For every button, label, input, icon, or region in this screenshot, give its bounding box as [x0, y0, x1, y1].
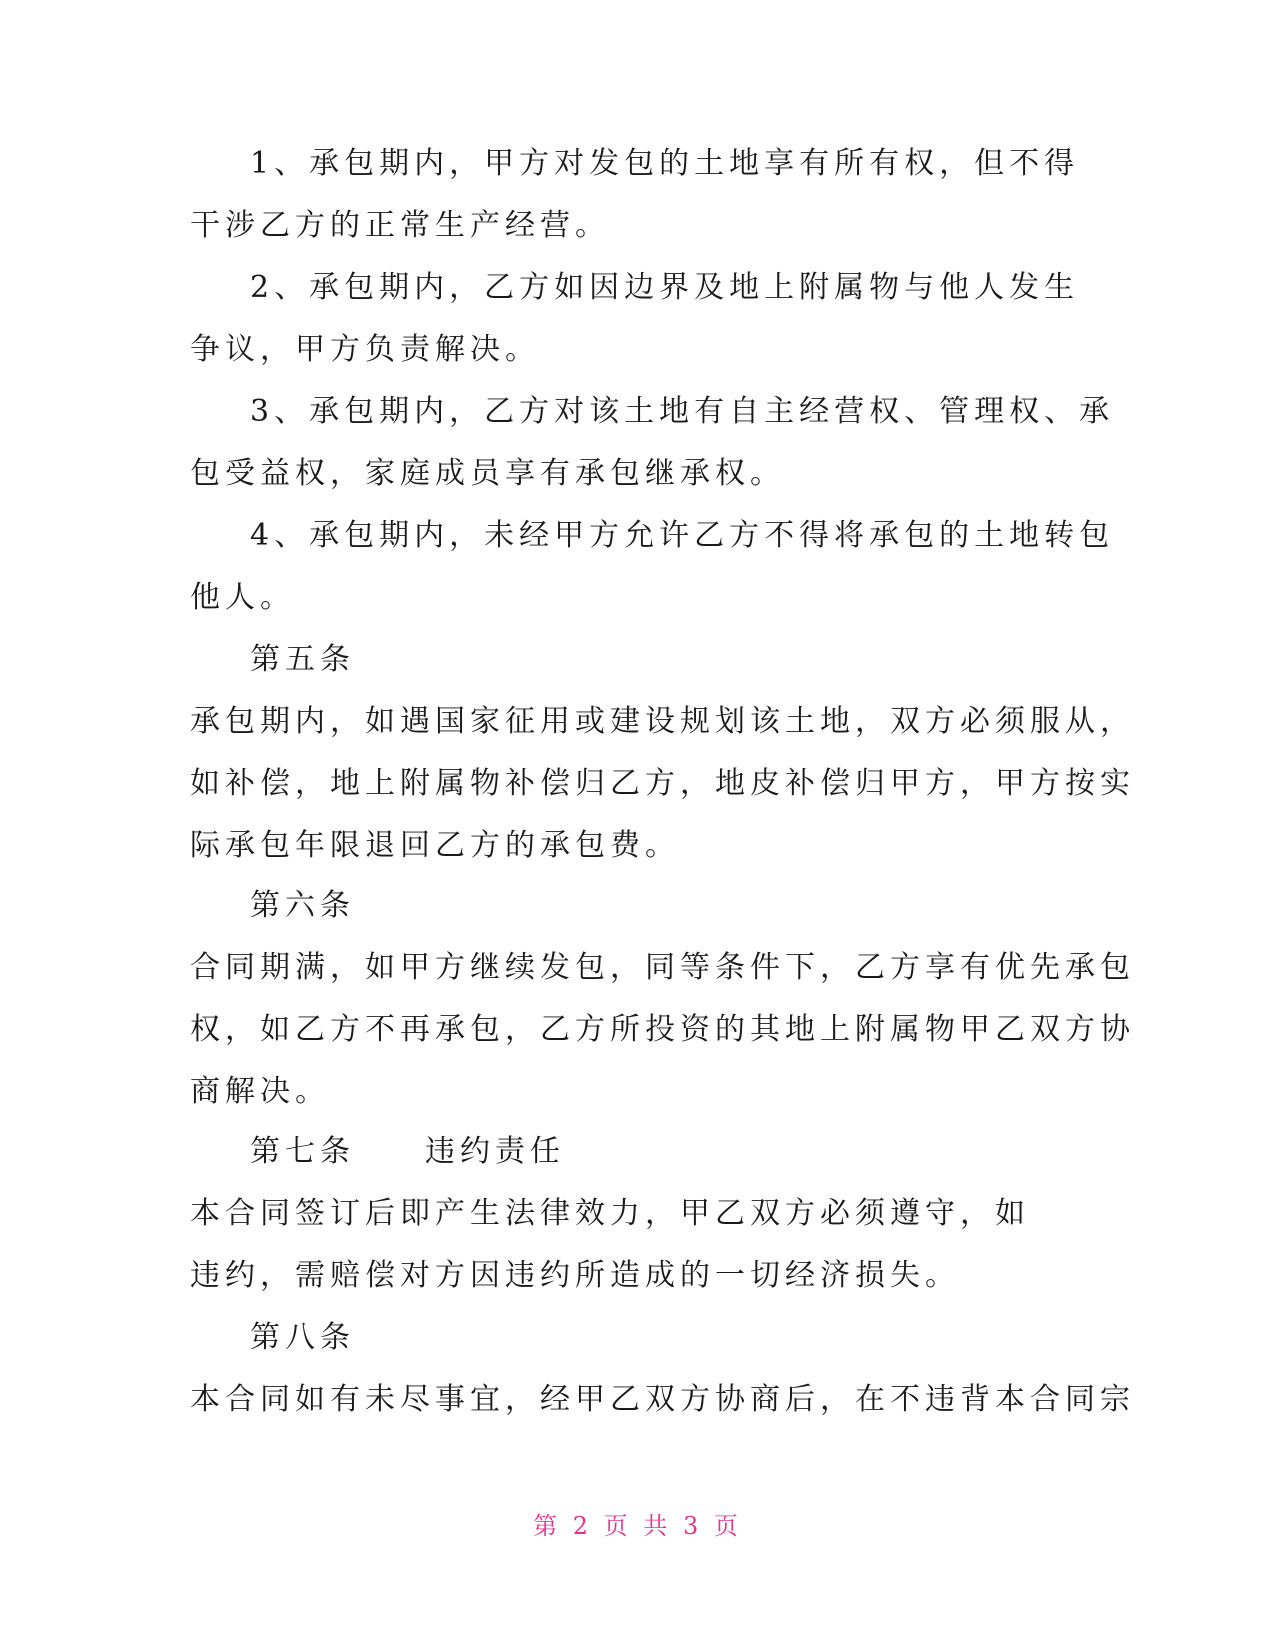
- clause-4-item-2-line-1: 2、承包期内，乙方如因边界及地上附属物与他人发生: [250, 270, 1080, 305]
- clause-7-body-line-1: 本合同签订后即产生法律效力，甲乙双方必须遵守，如: [190, 1196, 1030, 1231]
- clause-6-body-line-1: 合同期满，如甲方继续发包，同等条件下，乙方享有优先承包: [190, 950, 1135, 985]
- clause-4-item-3-line-2: 包受益权，家庭成员享有承包继承权。: [190, 456, 785, 491]
- clause-4-item-4-line-2: 他人。: [190, 580, 295, 615]
- clause-5-body-line-2: 如补偿，地上附属物补偿归乙方，地皮补偿归甲方，甲方按实: [190, 766, 1135, 801]
- clause-7-heading: 第七条 违约责任: [250, 1134, 565, 1169]
- clause-6-body-line-2: 权，如乙方不再承包，乙方所投资的其地上附属物甲乙双方协: [190, 1012, 1135, 1047]
- clause-4-item-4-line-1: 4、承包期内，未经甲方允许乙方不得将承包的土地转包: [250, 518, 1115, 553]
- clause-4-item-2-line-2: 争议，甲方负责解决。: [190, 332, 540, 367]
- clause-7-body-line-2: 违约，需赔偿对方因违约所造成的一切经济损失。: [190, 1258, 960, 1293]
- clause-6-body-line-3: 商解决。: [190, 1074, 330, 1109]
- page-number-footer: 第 2 页 共 3 页: [533, 1512, 742, 1540]
- clause-4-item-3-line-1: 3、承包期内，乙方对该土地有自主经营权、管理权、承: [250, 394, 1115, 429]
- clause-5-heading: 第五条: [250, 642, 355, 677]
- clause-4-item-1-line-1: 1、承包期内，甲方对发包的土地享有所有权，但不得: [250, 146, 1080, 181]
- clause-5-body-line-3: 际承包年限退回乙方的承包费。: [190, 828, 680, 863]
- clause-5-body-line-1: 承包期内，如遇国家征用或建设规划该土地，双方必须服从，: [190, 704, 1135, 739]
- clause-4-item-1-line-2: 干涉乙方的正常生产经营。: [190, 208, 610, 243]
- clause-8-heading: 第八条: [250, 1320, 355, 1355]
- clause-6-heading: 第六条: [250, 888, 355, 923]
- clause-8-body-line-1: 本合同如有未尽事宜，经甲乙双方协商后，在不违背本合同宗: [190, 1382, 1135, 1417]
